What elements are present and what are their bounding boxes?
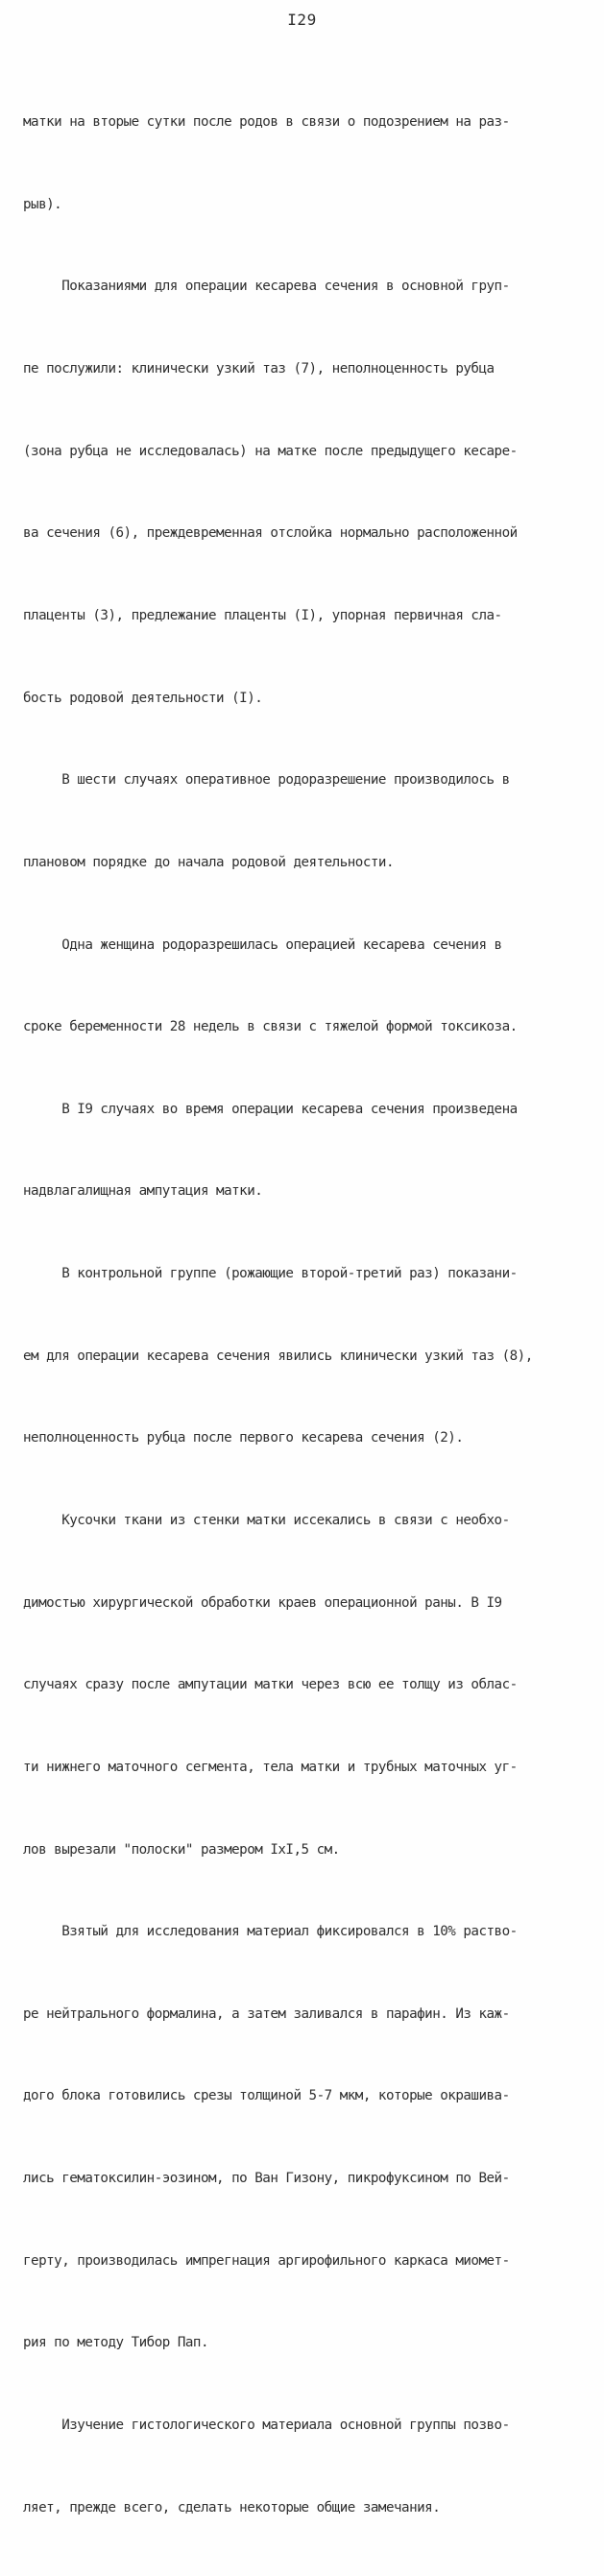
text-line: пе послужили: клинически узкий таз (7), неполноценность рубца: [23, 361, 495, 377]
text-line: плаценты (3), предлежание плаценты (I), упорная первичная сла-: [23, 607, 502, 623]
text-line: дого блока готовились срезы толщиной 5-7 мкм, которые окрашива-: [23, 2088, 510, 2104]
text-line: лись гематоксилин-эозином, по Ван Гизону, пикрофуксином по Вей-: [23, 2171, 510, 2187]
text-line: рия по методу Тибор Пап.: [23, 2335, 208, 2351]
text-line: В I9 случаях во время операции кесарева сечения произведена: [23, 1101, 518, 1117]
text-line: ляет, прежде всего, сделать некоторые общие замечания.: [23, 2499, 441, 2515]
text-line: сроке беременности 28 недель в связи с тяжелой формой токсикоза.: [23, 1019, 518, 1035]
text-line: (зона рубца не исследовалась) на матке после предыдущего кесаре-: [23, 443, 518, 459]
text-line: бость родовой деятельности (I).: [23, 690, 263, 706]
text-line: плановом порядке до начала родовой деятельности.: [23, 854, 394, 870]
text-line: лов вырезали "полоски" размером IxI,5 см.: [23, 1841, 340, 1858]
text-line: Взятый для исследования материал фиксировался в 10% раство-: [23, 1924, 518, 1940]
text-line: димостью хирургической обработки краев операционной раны. В I9: [23, 1594, 502, 1611]
body-text: [23, 54, 582, 2576]
text-line: неполноценность рубца после первого кесарева сечения (2).: [23, 1430, 464, 1446]
text-line: рыв).: [23, 196, 62, 212]
text-line: ва сечения (6), преждевременная отслойка нормально расположенной: [23, 525, 518, 542]
text-line: ре нейтрального формалина, а затем заливался в парафин. Из каж-: [23, 2005, 510, 2022]
text-line: Одна женщина родоразрешилась операцией кесарева сечения в: [23, 936, 502, 953]
text-line: В контрольной группе (рожающие второй-третий раз) показани-: [23, 1266, 518, 1282]
text-line: Кусочки ткани из стенки матки иссекались в связи с необхо-: [23, 1512, 510, 1528]
text-line: Изучение гистологического материала основной группы позво-: [23, 2418, 510, 2434]
text-line: В шести случаях оперативное родоразрешение производилось в: [23, 772, 510, 789]
text-line: матки на вторые сутки после родов в связи о подозрением на раз-: [23, 114, 510, 131]
text-line: герту, производилась импрегнация аргирофильного каркаса миомет-: [23, 2252, 510, 2269]
text-line: надвлагалищная ампутация матки.: [23, 1183, 263, 1200]
text-line: случаях сразу после ампутации матки через всю ее толщу из облас-: [23, 1677, 518, 1693]
text-line: ти нижнего маточного сегмента, тела матки и трубных маточных уг-: [23, 1759, 518, 1775]
text-line: Показаниями для операции кесарева сечения в основной груп-: [23, 279, 510, 295]
page-number: I29: [287, 11, 317, 29]
text-line: ем для операции кесарева сечения явились клинически узкий таз (8),: [23, 1348, 533, 1364]
